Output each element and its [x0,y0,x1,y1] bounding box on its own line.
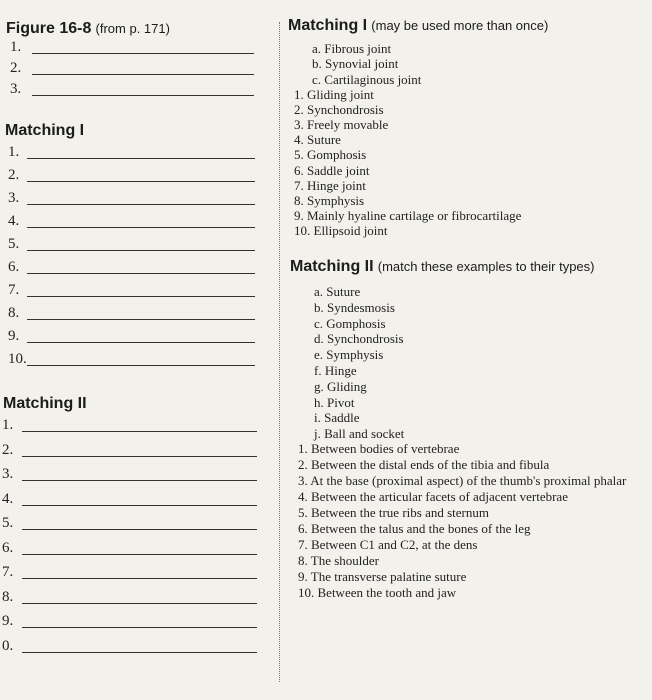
matching-1-answer-line[interactable] [27,227,255,228]
matching-2-row [2,514,257,534]
matching-2-number: 3. [2,466,14,482]
matching-1-item: 10. Ellipsoid joint [294,222,388,238]
matching-2-number: 0. [2,637,14,654]
matching-2-option: h. Pivot [314,394,355,410]
matching-1-number: 7. [8,282,20,298]
matching-1-row [8,258,255,278]
matching-1-row [8,235,255,255]
matching-2-item: 7. Between C1 and C2, at the dens [298,537,478,552]
matching-1-answer-line[interactable] [27,204,255,205]
matching-2-answer-line[interactable] [22,578,257,579]
matching-1-number: 10. [8,351,27,367]
matching-2-option: a. Suture [314,284,361,299]
matching-1-answer-line[interactable] [27,319,255,320]
matching-1-answer-line[interactable] [27,273,255,274]
figure-number: 3. [10,81,22,97]
matching-2-number: 9. [2,613,14,629]
matching-2-answer-line[interactable] [22,529,257,530]
matching-2-row [2,539,257,559]
matching-1-item: 7. Hinge joint [294,177,366,193]
matching-1-option: c. Cartilaginous joint [312,71,422,87]
figure-answer-line[interactable] [32,53,254,54]
matching-2-number: 2. [2,441,14,458]
matching-2-option: c. Gomphosis [314,315,386,331]
matching-1-option: a. Fibrous joint [312,41,392,56]
right-matching-2-heading: Matching II (match these examples to their types) [290,258,595,275]
matching-2-option: e. Symphysis [314,347,384,363]
matching-2-number: 6. [2,539,14,556]
matching-2-item: 5. Between the true ribs and sternum [298,505,489,520]
matching-2-row [2,416,257,436]
matching-2-answer-line[interactable] [22,652,257,653]
matching-2-row [2,490,257,510]
matching-2-option: j. Ball and socket [314,426,405,442]
matching-1-number: 9. [8,328,20,344]
matching-2-item: 3. At the base (proximal aspect) of the thumb's proximal phalar [298,473,627,488]
matching-2-row [2,588,257,608]
matching-2-item: 1. Between bodies of vertebrae [298,441,460,456]
matching-1-item: 9. Mainly hyaline cartilage or fibrocartilage [294,207,522,223]
matching-2-answer-line[interactable] [22,627,257,628]
matching-1-answer-line[interactable] [27,158,255,159]
matching-1-item: 5. Gomphosis [294,147,367,163]
matching-2-row [2,637,257,657]
matching-2-row [2,563,257,583]
matching-2-answer-line[interactable] [22,603,257,604]
figure-number: 1. [10,39,22,55]
matching-2-answer-line[interactable] [22,554,257,555]
left-matching-1-heading: Matching I [5,122,85,139]
matching-2-number: 5. [2,515,14,531]
matching-1-number: 8. [8,305,20,321]
matching-1-answer-line[interactable] [27,181,255,182]
matching-2-row [2,612,257,632]
figure-answer-line[interactable] [32,74,254,75]
matching-2-option: d. Synchondrosis [314,331,404,347]
matching-1-answer-line[interactable] [27,296,255,297]
figure-row [10,38,254,58]
matching-1-number: 2. [8,167,20,183]
matching-2-item: 8. The shoulder [298,553,379,568]
matching-1-answer-line[interactable] [27,342,255,343]
matching-2-item: 4. Between the articular facets of adjacent vertebrae [298,489,568,504]
matching-1-number: 1. [8,144,20,160]
matching-1-option: b. Synovial joint [312,56,399,72]
matching-1-row [8,189,255,209]
matching-1-row [8,143,255,163]
matching-1-number: 3. [8,190,20,206]
matching-1-number: 5. [8,236,20,252]
matching-1-row [8,327,255,347]
matching-2-row [2,441,257,461]
figure-number: 2. [10,60,22,76]
matching-1-item: 6. Saddle joint [294,162,370,178]
matching-2-answer-line[interactable] [22,456,257,457]
matching-1-item: 1. Gliding joint [294,87,374,102]
matching-2-number: 1. [2,417,14,433]
matching-1-row [8,166,255,186]
right-matching-1-heading: Matching I (may be used more than once) [288,17,549,34]
figure-answer-line[interactable] [32,95,254,96]
matching-1-row [8,281,255,301]
matching-1-number: 4. [8,213,20,229]
matching-2-answer-line[interactable] [22,505,257,506]
matching-2-answer-line[interactable] [22,431,257,432]
matching-2-answer-line[interactable] [22,480,257,481]
matching-1-item: 3. Freely movable [294,117,389,133]
matching-2-option: i. Saddle [314,410,360,426]
matching-1-answer-line[interactable] [27,365,255,366]
matching-2-option: g. Gliding [314,378,367,394]
matching-1-number: 6. [8,259,20,275]
matching-2-number: 8. [2,588,14,605]
figure-row [10,59,254,79]
matching-2-item: 9. The transverse palatine suture [298,569,467,584]
matching-1-row [8,212,255,232]
left-matching-2-heading: Matching II [3,395,87,412]
matching-1-answer-line[interactable] [27,250,255,251]
figure-row [10,80,254,100]
matching-1-item: 8. Symphysis [294,192,365,208]
matching-1-row [8,304,255,324]
matching-2-item: 2. Between the distal ends of the tibia and fibula [298,457,550,472]
matching-1-row [8,350,255,370]
column-divider [279,22,280,682]
matching-1-item: 2. Synchondrosis [294,102,384,118]
matching-2-item: 10. Between the tooth and jaw [298,585,457,600]
figure-heading: Figure 16-8 (from p. 171) [6,20,170,37]
matching-2-number: 4. [2,490,14,507]
matching-1-item: 4. Suture [294,132,341,148]
matching-2-option: b. Syndesmosis [314,299,395,315]
matching-2-item: 6. Between the talus and the bones of the leg [298,521,531,536]
matching-2-option: f. Hinge [314,363,357,378]
matching-2-row [2,465,257,485]
matching-2-number: 7. [2,564,14,580]
